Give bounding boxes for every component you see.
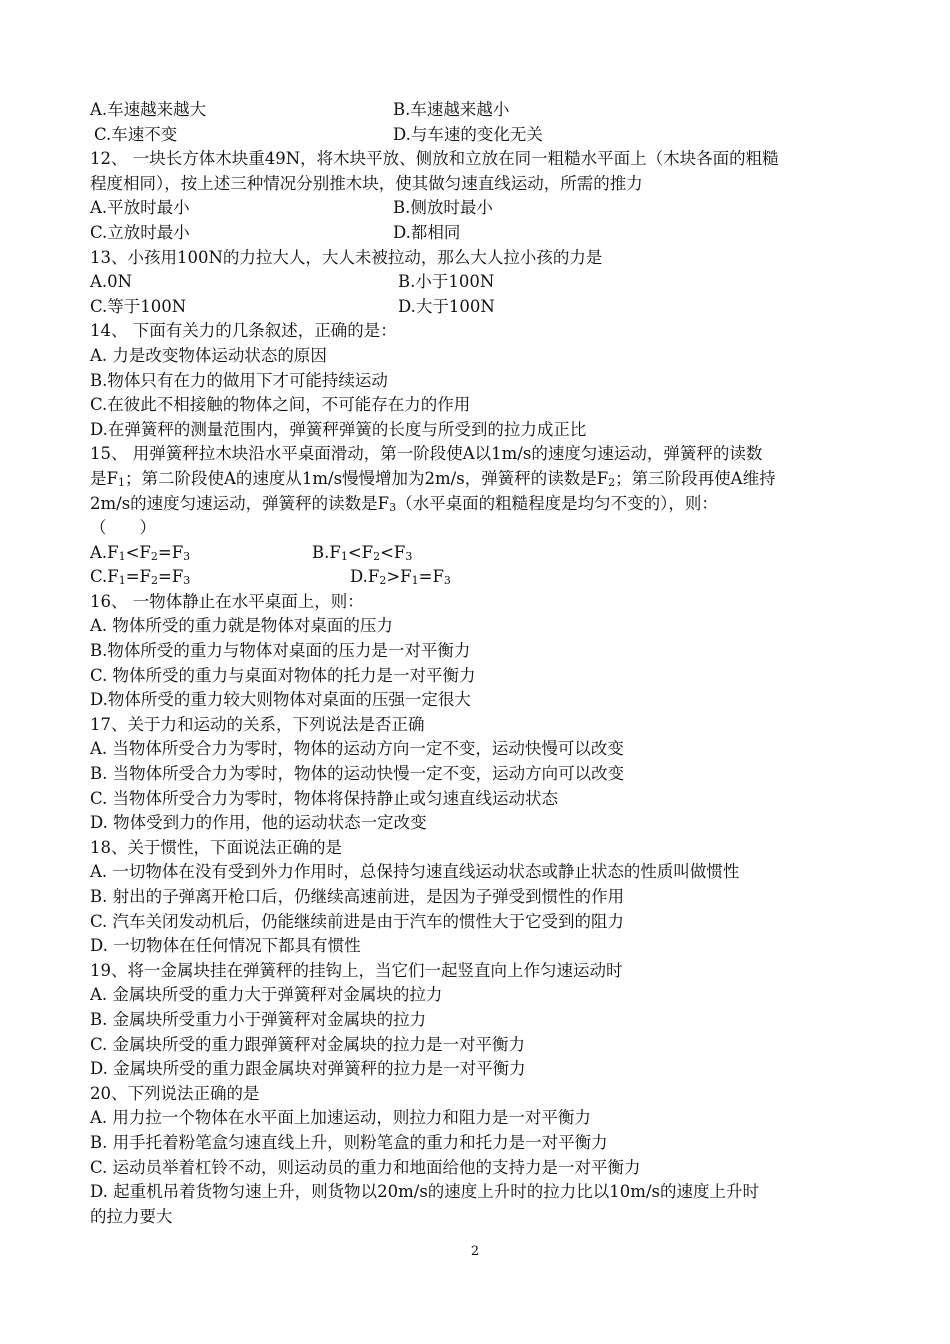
stem-text: 是F [90,468,118,488]
option-text: <F [347,542,374,562]
question-15-stem-line-1: 15、 用弹簧秤拉木块沿水平桌面滑动，第一阶段使A以1m/s的速度匀速运动，弹簧秤的读数 [90,444,763,464]
subscript: 2 [373,549,381,563]
question-14-option-a: A. 力是改变物体运动状态的原因 [90,345,327,365]
question-15-answer-blank: （ ） [90,518,156,538]
question-13-stem: 13、小孩用100N的力拉大人，大人未被拉动，那么大人拉小孩的力是 [90,247,603,267]
subscript: 2 [608,475,616,489]
question-18-stem: 18、关于惯性，下面说法正确的是 [90,837,342,857]
question-13-options-row-1 [90,270,870,295]
question-17-option-a: A. 当物体所受合力为零时，物体的运动方向一定不变，运动快慢可以改变 [90,739,624,759]
stem-text: 2m/s的速度匀速运动，弹簧秤的读数是F [90,493,390,513]
stem-text: （水平桌面的粗糙程度是均匀不变的），则： [396,493,718,513]
option-text: =F [418,567,444,587]
question-17-stem: 17、关于力和运动的关系，下列说法是否正确 [90,714,425,734]
question-list [90,98,870,1229]
question-20-option-c: C. 运动员举着杠铃不动，则运动员的重力和地面给他的支持力是一对平衡力 [90,1157,641,1177]
question-15-option-a [90,541,312,566]
subscript: 3 [183,549,191,563]
question-18-option-c: C. 汽车关闭发动机后，仍能继续前进是由于汽车的惯性大于它受到的阻力 [90,911,625,931]
question-14-stem: 14、 下面有关力的几条叙述，正确的是： [90,321,397,341]
question-15-option-c [90,565,350,590]
question-12-options-row-2 [90,221,870,246]
question-18-option-d: D. 一切物体在任何情况下都具有惯性 [90,936,361,956]
option-text: =F [125,567,152,587]
question-17-option-d: D. 物体受到力的作用，他的运动状态一定改变 [90,813,427,833]
question-15-option-d [350,565,451,590]
question-12-option-a: A.平放时最小 [90,198,190,218]
option-text: <F [380,542,406,562]
subscript: 3 [183,574,191,588]
question-16-stem: 16、 一物体静止在水平桌面上，则： [90,591,364,611]
question-19-stem: 19、将一金属块挂在弹簧秤的挂钩上，当它们一起竖直向上作匀速运动时 [90,960,623,980]
subscript: 1 [118,574,126,588]
question-17-option-b: B. 当物体所受合力为零时，物体的运动快慢一定不变，运动方向可以改变 [90,764,625,784]
question-15-option-b [312,541,412,566]
question-16-option-b: B.物体所受的重力与物体对桌面的压力是一对平衡力 [90,641,471,661]
question-19-option-d: D. 金属块所受的重力跟金属块对弹簧秤的拉力是一对平衡力 [90,1059,526,1079]
question-20-stem: 20、下列说法正确的是 [90,1083,260,1103]
question-16-option-d: D.物体所受的重力较大则物体对桌面的压强一定很大 [90,690,471,710]
question-11-options-row-1 [90,98,870,123]
option-text: =F [157,542,184,562]
question-17-option-c: C. 当物体所受合力为零时，物体将保持静止或匀速直线运动状态 [90,788,559,808]
question-20-option-b: B. 用手托着粉笔盒匀速直线上升，则粉笔盒的重力和托力是一对平衡力 [90,1132,608,1152]
question-11-option-a: A.车速越来越大 [90,100,207,119]
option-text: =F [158,567,184,587]
option-text: C.F [90,567,119,587]
question-15-options-row-1 [90,541,870,566]
question-13-option-a: A.0N [90,272,133,292]
option-text: B.F [312,542,341,562]
question-11-option-d: D.与车速的变化无关 [393,124,543,144]
subscript: 3 [389,500,397,514]
page-number: 2 [470,1244,480,1259]
question-13-option-d: D.大于100N [398,296,495,316]
question-15-stem-line-3 [90,492,870,517]
subscript: 3 [405,549,413,563]
subscript: 1 [340,549,348,563]
subscript: 2 [379,574,387,588]
question-19-option-c: C. 金属块所受的重力跟弹簧秤对金属块的拉力是一对平衡力 [90,1034,526,1054]
question-11-option-b: B.车速越来越小 [393,100,510,119]
subscript: 1 [118,549,126,563]
option-text: D.F [350,567,380,587]
question-12-option-b: B.侧放时最小 [393,198,493,218]
question-14-option-c: C.在彼此不相接触的物体之间，不可能存在力的作用 [90,395,471,415]
question-12-options-row-1 [90,196,870,221]
question-16-option-c: C. 物体所受的重力与桌面对物体的托力是一对平衡力 [90,665,476,685]
subscript: 1 [411,574,419,588]
subscript: 3 [443,574,451,588]
option-text: <F [125,542,151,562]
question-14-option-d: D.在弹簧秤的测量范围内，弹簧秤弹簧的长度与所受到的拉力成正比 [90,419,587,439]
question-12-option-d: D.都相同 [393,222,461,242]
question-14-option-b: B.物体只有在力的做用下才可能持续运动 [90,370,388,390]
question-20-option-d-line-1: D. 起重机吊着货物匀速上升，则货物以20m/s的速度上升时的拉力比以10m/s的速度上升时 [90,1182,759,1202]
question-13-option-c: C.等于100N [90,296,187,316]
question-12-stem-line-1: 12、 一块长方体木块重49N，将木块平放、侧放和立放在同一粗糙水平面上（木块各面的粗糙 [90,149,779,169]
question-20-option-a: A. 用力拉一个物体在水平面上加速运动，则拉力和阻力是一对平衡力 [90,1108,591,1128]
question-11-option-c: C.车速不变 [94,124,178,144]
question-15-stem-line-2 [90,467,870,492]
option-text: >F [386,567,412,587]
subscript: 2 [150,549,158,563]
question-16-option-a: A. 物体所受的重力就是物体对桌面的压力 [90,616,393,636]
question-19-option-a: A. 金属块所受的重力大于弹簧秤对金属块的拉力 [90,985,443,1005]
subscript: 1 [117,475,125,489]
question-18-option-b: B. 射出的子弹离开枪口后，仍继续高速前进，是因为子弹受到惯性的作用 [90,887,625,906]
option-text: A.F [90,542,119,562]
question-12-stem-line-2: 程度相同），按上述三种情况分别推木块，使其做匀速直线运动，所需的推力 [90,173,643,193]
subscript: 2 [151,574,159,588]
stem-text: ；第二阶段使A的速度从1m/s慢慢增加为2m/s，弹簧秤的读数是F [124,468,609,488]
question-20-option-d-line-2: 的拉力要大 [90,1206,173,1226]
question-12-option-c: C.立放时最小 [90,222,190,242]
question-18-option-a: A. 一切物体在没有受到外力作用时，总保持匀速直线运动状态或静止状态的性质叫做惯性 [90,862,740,882]
stem-text: ；第三阶段再使A维持 [615,468,776,488]
question-13-options-row-2 [90,295,870,320]
question-13-option-b: B.小于100N [398,272,495,292]
question-15-options-row-2 [90,565,870,590]
question-11-options-row-2 [90,123,870,148]
question-19-option-b: B. 金属块所受重力小于弹簧秤对金属块的拉力 [90,1009,427,1029]
